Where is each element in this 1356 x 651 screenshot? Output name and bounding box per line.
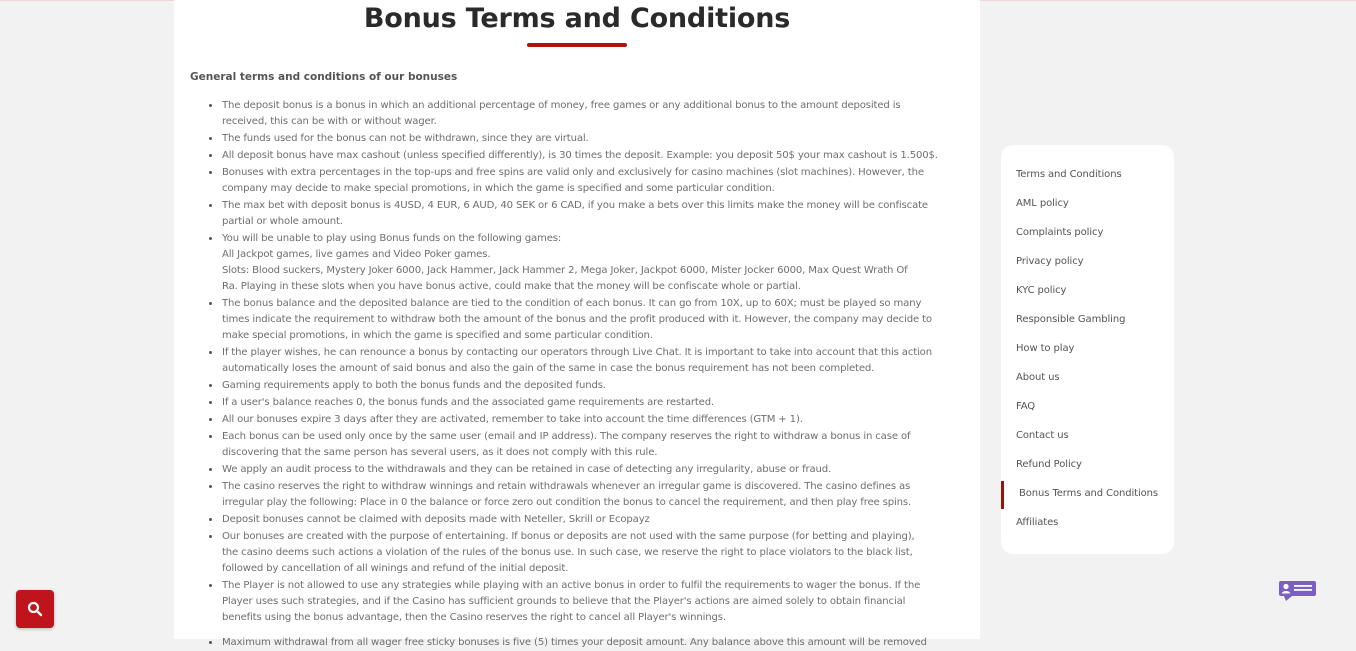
term-line: • The bonus balance and the deposited balance are tied to the condition of each bonus. It can go from 10X, up to 60X; must be played so many bbox=[222, 298, 922, 309]
active-indicator bbox=[1001, 481, 1004, 509]
term-line: • If a user's balance reaches 0, the bonus funds and the associated game requirements are restarted. bbox=[222, 397, 715, 408]
sidebar-item-terms-and-conditions[interactable]: Terms and Conditions bbox=[1016, 169, 1122, 180]
term-line: • Maximum withdrawal from all wager free sticky bonuses is five (5) times your deposit amount. Any balance above this amount will be removed bbox=[222, 637, 927, 648]
sidebar-item-complaints-policy[interactable]: Complaints policy bbox=[1016, 227, 1104, 238]
term-item bbox=[222, 394, 967, 411]
sidebar-item-privacy-policy[interactable]: Privacy policy bbox=[1016, 256, 1084, 267]
term-line: automatically loses the amount of said bonus and also the gain of the same in case the bonus requirement has not been completed. bbox=[222, 363, 875, 374]
term-line: followed by cancellation of all winings and refund of the initial deposit. bbox=[222, 563, 569, 574]
term-line: received, this can be with or without wager. bbox=[222, 116, 437, 127]
terms-list bbox=[222, 97, 967, 651]
term-line: • Our bonuses are created with the purpose of entertaining. If bonus or deposits are not used with the same purpose (for betting and playing), bbox=[222, 531, 915, 542]
term-item bbox=[222, 478, 967, 511]
term-line: • The funds used for the bonus can not be withdrawn, since they are virtual. bbox=[222, 133, 589, 144]
sidebar-item-aml-policy[interactable]: AML policy bbox=[1016, 198, 1069, 209]
term-line: benefits using the bonus advantage, then the Casino reserves the right to cancel all Player's winnings. bbox=[222, 612, 726, 623]
term-line: discovering that the same person has several users, as it does not comply with this rule. bbox=[222, 447, 658, 458]
term-item bbox=[222, 428, 967, 461]
term-item bbox=[222, 147, 967, 164]
term-line: • Gaming requirements apply to both the bonus funds and the deposited funds. bbox=[222, 380, 606, 391]
term-item bbox=[222, 197, 967, 230]
sidebar-item-affiliates[interactable]: Affiliates bbox=[1016, 517, 1059, 528]
term-item bbox=[222, 511, 967, 528]
term-line: the casino deems such actions a violation of the rules of the bonus use. In such case, we reserve the right to place violators to the black list, bbox=[222, 547, 913, 558]
term-line: • You will be unable to play using Bonus funds on the following games: bbox=[222, 233, 562, 244]
term-line: Player uses such strategies, and if the Casino has sufficient grounds to believe that the Player's actions are aimed solely to obtain financial bbox=[222, 596, 906, 607]
term-line: • All our bonuses expire 3 days after they are activated, remember to take into account the time differences (GTM + 1). bbox=[222, 414, 803, 425]
term-item bbox=[222, 577, 967, 626]
term-line: • Each bonus can be used only once by the same user (email and IP address). The company reserves the right to withdraw a bonus in case of bbox=[222, 431, 911, 442]
term-line: • The deposit bonus is a bonus in which an additional percentage of money, free games or any additional bonus to the amount deposited is bbox=[222, 100, 901, 111]
term-line: times indicate the requirement to withdraw both the amount of the bonus and the profit produced with it. However, the company may decide to bbox=[222, 314, 932, 325]
term-line: irregular play the following: Place in 0 the balance or force zero out condition the bonus to cancel the requirement, and then play free spins. bbox=[222, 497, 912, 508]
term-item bbox=[222, 528, 967, 577]
search-icon bbox=[27, 601, 43, 617]
term-item bbox=[222, 130, 967, 147]
term-line: All Jackpot games, live games and Video Poker games. bbox=[222, 249, 491, 260]
term-line: • The max bet with deposit bonus is 4USD, 4 EUR, 6 AUD, 40 SEK or 6 CAD, if you make a bets over this limits make the money will be confiscate bbox=[222, 200, 928, 211]
page-title: Bonus Terms and Conditions bbox=[363, 3, 791, 34]
term-item bbox=[222, 295, 967, 344]
term-line: • Deposit bonuses cannot be claimed with deposits made with Neteller, Skrill or Ecopayz bbox=[222, 514, 650, 525]
term-line: company may decide to make special promotions, in which the game is specified and some particular condition. bbox=[222, 183, 775, 194]
term-line: • The Player is not allowed to use any strategies while playing with an active bonus in order to fulfil the requirements to wager the bonus. If the bbox=[222, 580, 921, 591]
term-item bbox=[222, 97, 967, 130]
main-content bbox=[174, 0, 980, 648]
term-item bbox=[222, 634, 967, 651]
term-line: • Bonuses with extra percentages in the top-ups and free spins are valid only and exclusively for casino machines (slot machines). However, the bbox=[222, 167, 924, 178]
term-item bbox=[222, 344, 967, 377]
sidebar-item-how-to-play[interactable]: How to play bbox=[1016, 343, 1075, 354]
term-line: partial or whole amount. bbox=[222, 216, 343, 227]
term-item bbox=[222, 377, 967, 394]
term-item bbox=[222, 461, 967, 478]
term-item bbox=[222, 164, 967, 197]
chat-icon[interactable] bbox=[1278, 580, 1318, 602]
search-button[interactable] bbox=[16, 590, 54, 628]
section-heading: General terms and conditions of our bonuses bbox=[190, 71, 458, 83]
term-line: • All deposit bonus have max cashout (unless specified differently), is 30 times the deposit. Example: you deposit 50$ your max cashout is 1.500$. bbox=[222, 150, 938, 161]
term-item bbox=[222, 230, 967, 295]
term-line: • If the player wishes, he can renounce a bonus by contacting our operators through Live Chat. It is important to take into account that this action bbox=[222, 347, 932, 358]
policy-sidebar bbox=[1001, 145, 1174, 554]
term-line: Ra. Playing in these slots when you have bonus active, could make that the money will be confiscate whole or partial. bbox=[222, 281, 801, 292]
sidebar-item-bonus-terms[interactable]: Bonus Terms and Conditions bbox=[1019, 488, 1158, 499]
sidebar-item-kyc-policy[interactable]: KYC policy bbox=[1016, 285, 1067, 296]
term-line: • We apply an audit process to the withdrawals and they can be retained in case of detecting any irregularity, abuse or fraud. bbox=[222, 464, 832, 475]
sidebar-item-faq[interactable]: FAQ bbox=[1016, 401, 1036, 412]
term-line: Slots: Blood suckers, Mystery Joker 6000, Jack Hammer, Jack Hammer 2, Mega Joker, Jackpot 6000, Mister Jocker 6000, Max Quest Wrath Of bbox=[222, 265, 908, 276]
sidebar-item-contact-us[interactable]: Contact us bbox=[1016, 430, 1069, 441]
term-line: make special promotions, in which the game is specified and some particular condition. bbox=[222, 330, 653, 341]
term-line: • The casino reserves the right to withdraw winnings and retain withdrawals whenever an irregular game is discovered. The casino defines as bbox=[222, 481, 911, 492]
sidebar-item-responsible-gambling[interactable]: Responsible Gambling bbox=[1016, 314, 1126, 325]
sidebar-item-refund-policy[interactable]: Refund Policy bbox=[1016, 459, 1082, 470]
sidebar-item-about-us[interactable]: About us bbox=[1016, 372, 1060, 383]
title-underline bbox=[527, 43, 627, 47]
term-item bbox=[222, 411, 967, 428]
